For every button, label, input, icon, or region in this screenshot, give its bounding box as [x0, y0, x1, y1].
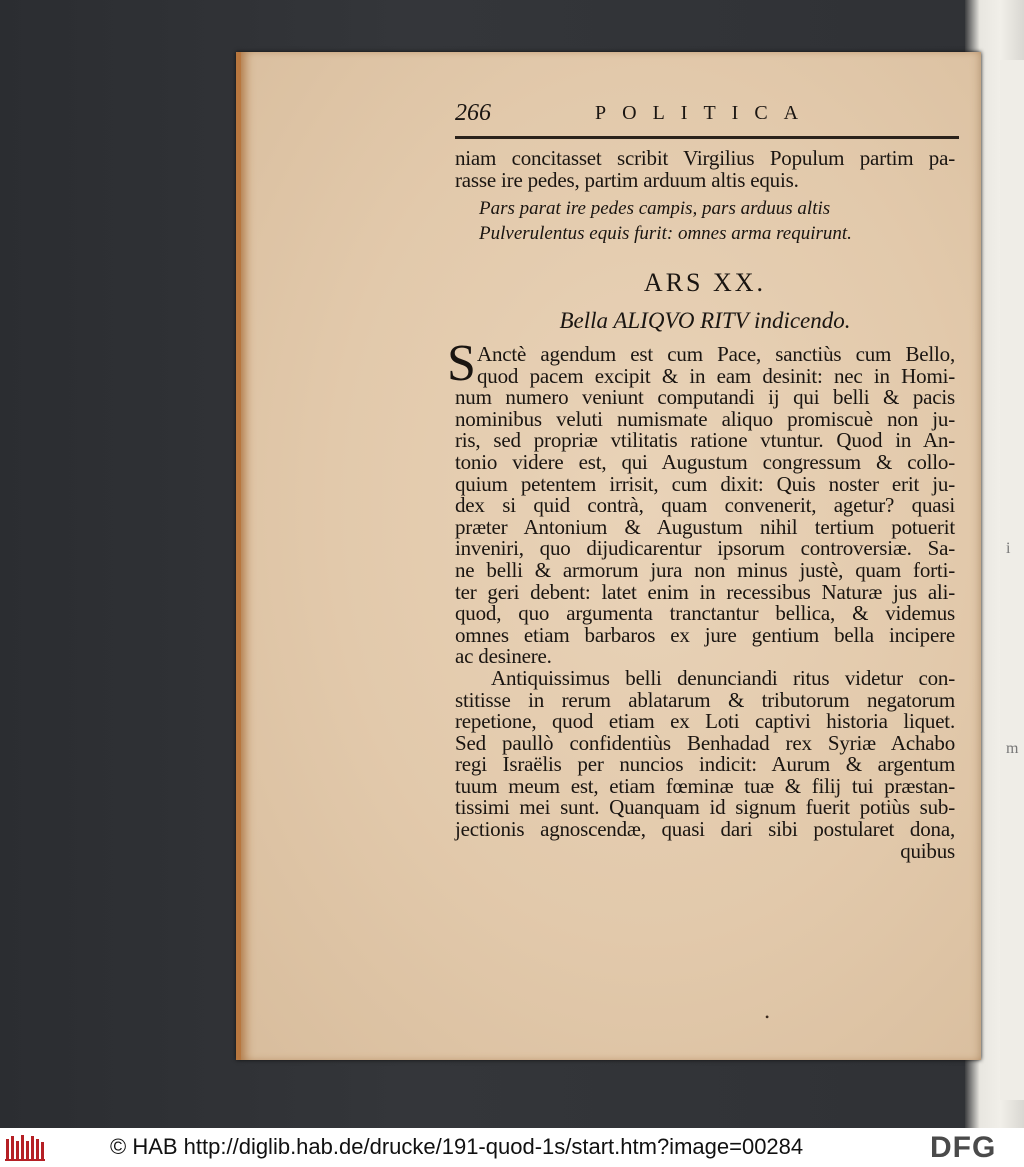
- next-page-letter: m: [1006, 740, 1019, 757]
- header-rule: [455, 136, 959, 139]
- continued-text: [455, 148, 955, 191]
- text-line: ter geri debent: latet enim in recessibus Naturæ jus ali-: [455, 579, 955, 604]
- text-line: niam concitasset scribit Virgilius Populum partim pa-: [455, 146, 955, 170]
- page-number: 266: [455, 100, 491, 126]
- text-line: ris, sed propriæ vtilitatis ratione vtuntur. Quod in An-: [455, 428, 955, 453]
- text-line: omnes etiam barbaros ex jure gentium bella incipere: [455, 622, 955, 647]
- text-line: ac desinere.: [455, 644, 552, 669]
- next-page-edge: [1000, 60, 1024, 1100]
- catchword: quibus: [900, 838, 955, 863]
- dfg-logo-icon: DFG: [930, 1131, 997, 1164]
- text-line: num numero veniunt computandi ij qui belli & pacis: [455, 385, 955, 410]
- text-line: Antiquissimus belli denunciandi ritus videtur con-: [491, 665, 955, 690]
- text-line: præter Antonium & Augustum nihil tertium potuerit: [455, 514, 955, 539]
- body-text: [447, 335, 955, 863]
- next-page-letter: i: [1006, 540, 1011, 557]
- text-line: dex si quid contrà, quam convenerit, agetur? quasi: [455, 493, 955, 518]
- text-line: repetione, quod etiam ex Loti captivi historia liquet.: [455, 709, 955, 734]
- copyright-url: © HAB http://diglib.hab.de/drucke/191-quod-1s/start.htm?image=00284: [110, 1134, 804, 1159]
- text-line: ne belli & armorum jura non minus justè, quam forti-: [455, 557, 955, 582]
- footer-bar: [0, 1128, 1024, 1167]
- verse-quotation: [455, 196, 852, 246]
- drop-cap: S: [447, 335, 476, 392]
- page-header: [455, 100, 955, 130]
- verse-line: Pulverulentus equis furit: omnes arma requirunt.: [479, 223, 852, 244]
- text-line: rasse ire pedes, partim arduum altis equis.: [455, 167, 799, 192]
- page-text-block: [447, 100, 955, 863]
- book-page: [236, 52, 981, 1060]
- text-line: tuum meum est, etiam fœminæ tuæ & filij tui præstan-: [455, 773, 955, 798]
- text-line: quod, quo argumenta tranctantur bellica, & videmus: [455, 601, 955, 626]
- text-line: quium petentem irrisit, cum dixit: Quis noster erit ju-: [455, 471, 955, 496]
- text-line: inveniri, quo dijudicarentur ipsorum controversiæ. Sa-: [455, 536, 955, 561]
- text-line: Anctè agendum est cum Pace, sanctiùs cum Bello,: [477, 342, 955, 366]
- text-line: nominibus veluti numismate aliquo promiscuè non ju-: [455, 406, 955, 431]
- text-line: regi Israëlis per nuncios indicit: Aurum & argentum: [455, 752, 955, 777]
- text-line: Sed paullò confidentiùs Benhadad rex Syriæ Achabo: [455, 730, 955, 755]
- paper-mark: •: [765, 1010, 770, 1024]
- text-line: tonio videre est, qui Augustum congressum & collo-: [455, 449, 955, 474]
- section-heading: ARS XX.: [643, 268, 767, 297]
- running-head: POLITICA: [595, 102, 815, 124]
- verse-line: Pars parat ire pedes campis, pars arduus altis: [479, 198, 831, 219]
- text-line: stitisse in rerum ablatarum & tributorum negatorum: [455, 687, 955, 712]
- text-line: jectionis agnoscendæ, quasi dari sibi postularet dona,: [455, 817, 955, 842]
- text-line: tissimi mei sunt. Quanquam id signum fuerit potiùs sub-: [455, 795, 955, 820]
- section-title: Bella ALIQVO RITV indicendo.: [559, 308, 851, 333]
- hab-logo-icon: [4, 1133, 46, 1163]
- text-line: quod pacem excipit & in eam desinit: nec in Homi-: [477, 363, 955, 388]
